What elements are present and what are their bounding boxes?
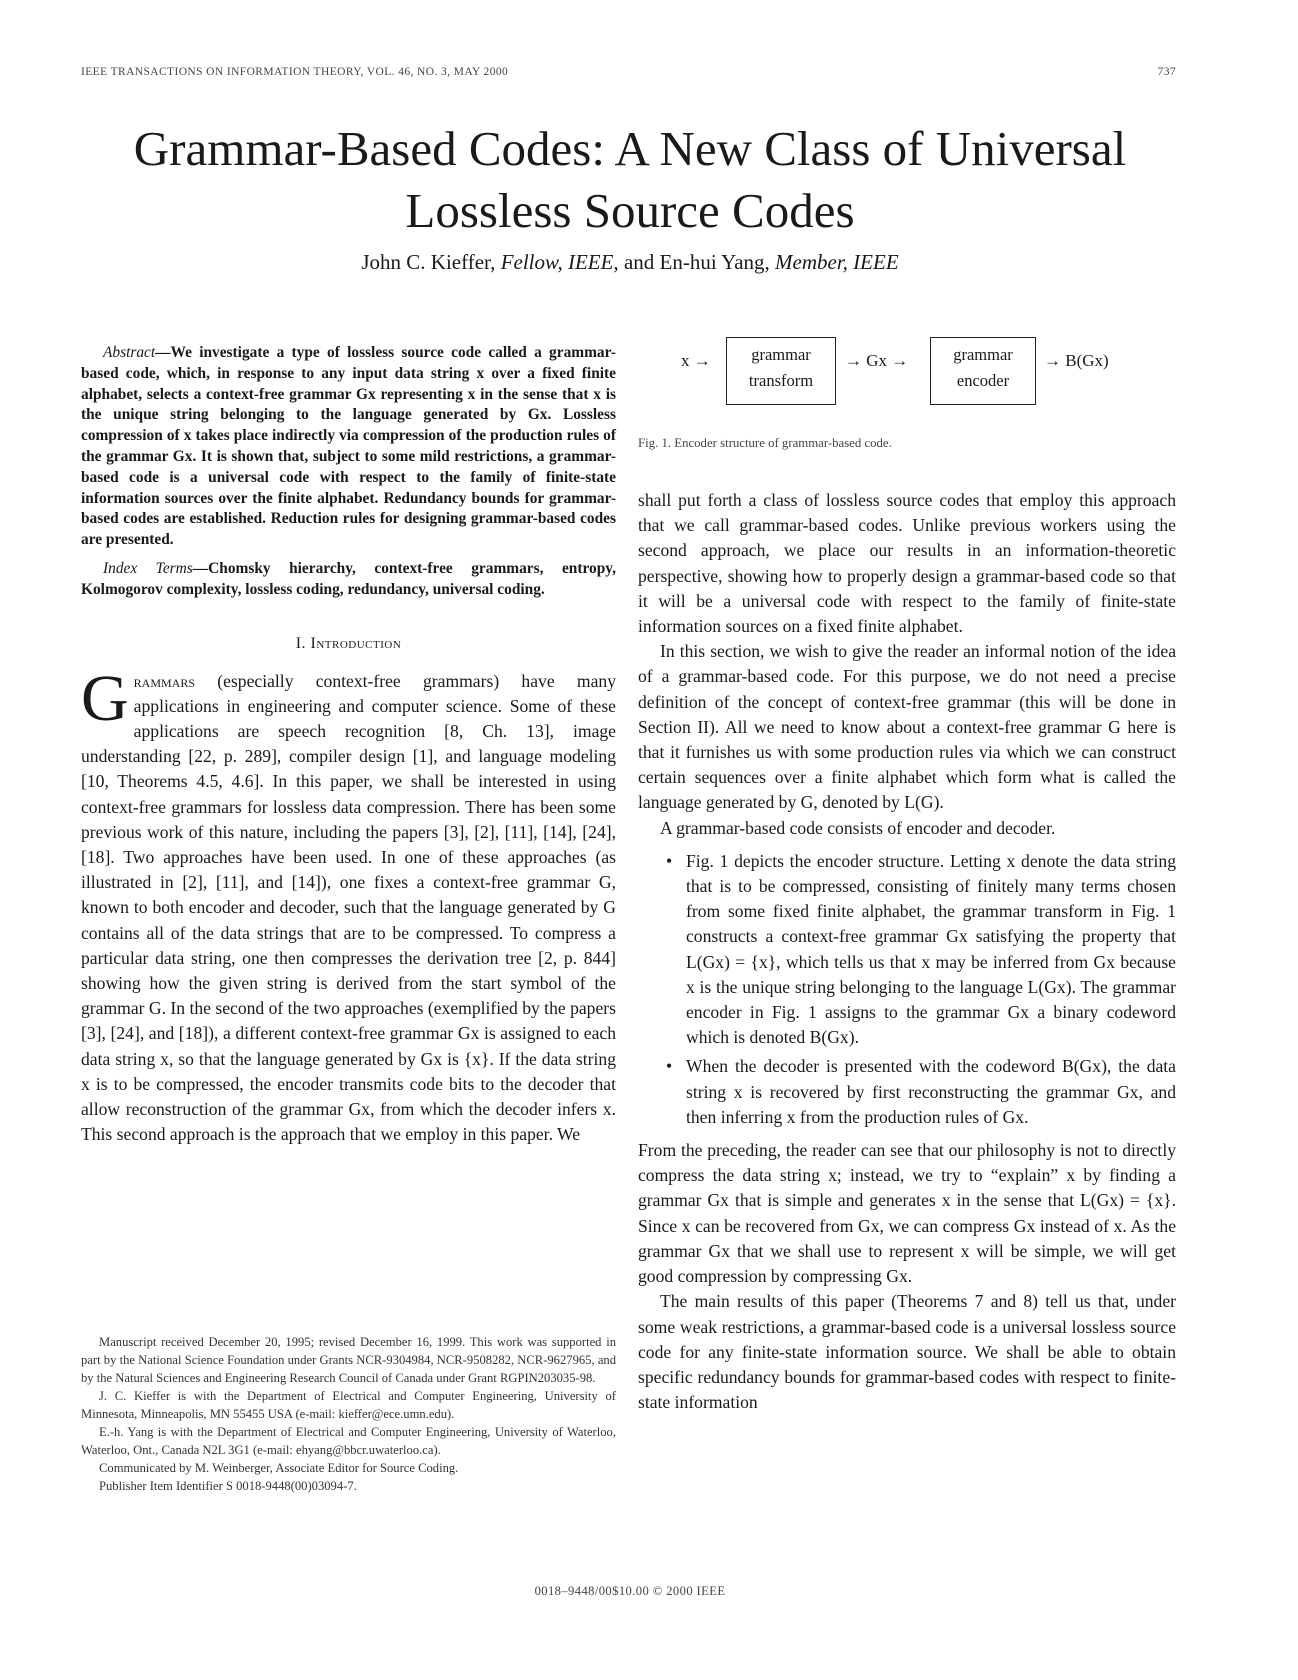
right-column <box>638 488 1176 1415</box>
running-header <box>81 66 1176 82</box>
footnotes <box>81 1333 616 1495</box>
footnote-yang: E.-h. Yang is with the Department of Electrical and Computer Engineering, University of Waterloo, Waterloo, Ont., Canada N2L 3G1 (e-mail: ehyang@bbcr.uwaterloo.ca). <box>81 1425 616 1457</box>
section-numeral: I. <box>295 634 307 652</box>
intro-text: (especially context-free grammars) have many applications in engineering and computer science. Some of these applications are speech recognition [8, Ch. 13], image understanding [22, p. 289], compiler design [1], and language modeling [10, Theorems 4.5, 4.6]. In this paper, we shall be interested in using context-free grammars for lossless data compression. There has been some previous work of this nature, including the papers [3], [2], [11], [14], [24],[18]. Two approaches have been used. In one of these approaches (as illustrated in [2], [11], and [14]), one fixes a context-free grammar G, known to both encoder and decoder, such that the language generated by G contains all of the data strings that are to be compressed. To compress a particular data string, one then compresses the derivation tree [2, p. 844] showing how the given string is derived from the start symbol of the grammar G. In the second of the two approaches (exemplified by the papers [3], [24], and [18]), a different context-free grammar Gx is assigned to each data string x, so that the language generated by Gx is {x}. If the data string x is to be compressed, the encoder transmits code bits to the decoder that allow reconstruction of the grammar Gx, from which the decoder infers x. This second approach is the approach that we employ in this paper. We <box>81 670 616 1145</box>
title-line-2: Lossless Source Codes <box>405 183 855 238</box>
right-paragraph-1: shall put forth a class of lossless source codes that employ this approach that we call grammar-based codes. Unlike previous workers using the second approach, we place our results in an information-theoretic perspective, showing how to properly design a grammar-based code so that it will be a universal code with respect to the family of finite-state information sources on a fixed finite alphabet. <box>638 490 1176 637</box>
abstract-label: Abstract <box>103 344 156 361</box>
box1-line1: grammar <box>751 345 811 364</box>
author-1-role: Fellow, IEEE, <box>500 250 619 274</box>
author-2-role: Member, IEEE <box>775 250 899 274</box>
author-1-name: John C. Kieffer, <box>361 250 496 274</box>
paper-title <box>0 118 1260 242</box>
box2-line2: encoder <box>956 371 1010 390</box>
figure-mid-arrow: → Gx → <box>845 351 909 370</box>
box2-line1: grammar <box>953 345 1013 364</box>
footnote-kieffer: J. C. Kieffer is with the Department of Electrical and Computer Engineering, University of Minnesota, Minneapolis, MN 55455 USA (e-mail: kieffer@ece.umn.edu). <box>81 1389 616 1421</box>
abstract <box>81 343 616 551</box>
author-2-name: En-hui Yang, <box>659 250 770 274</box>
right-paragraph-4: From the preceding, the reader can see that our philosophy is not to directly compress the data string x; instead, we try to “explain” x by finding a grammar Gx that is simple and generates x in the sense that L(Gx) = {x}. Since x can be recovered from Gx, we can compress Gx instead of x. As the grammar Gx that we shall use to represent x will be simple, we will get good compression by compressing Gx. <box>638 1140 1176 1287</box>
figure-input-arrow: x → <box>681 351 711 370</box>
encoder-figure <box>670 337 1190 413</box>
copyright-footer: 0018–9448/00$10.00 © 2000 IEEE <box>534 1584 726 1598</box>
grammar-transform-box <box>726 337 836 405</box>
figure-caption: Fig. 1. Encoder structure of grammar-based code. <box>638 436 892 450</box>
author-conjunction: and <box>623 250 655 274</box>
index-terms-text: —Chomsky hierarchy, context-free grammars, entropy, Kolmogorov complexity, lossless coding, redundancy, universal coding. <box>81 559 616 598</box>
intro-lead-word: rammars <box>133 670 196 691</box>
index-terms-label: Index Terms <box>103 559 193 577</box>
page-number: 737 <box>1157 66 1176 78</box>
introduction-body <box>81 661 616 1148</box>
figure-output-arrow: → B(Gx) <box>1044 351 1109 370</box>
abstract-text: —We investigate a type of lossless source code called a grammar-based code, which, in response to any input data string x over a fixed finite alphabet, selects a context-free grammar Gx representing x in the sense that x is the unique string belonging to the language generated by Gx. Lossless compression of x takes place indirectly via compression of the production rules of the grammar Gx. It is shown that, subject to some mild restrictions, a grammar-based code is a universal code with respect to the family of finite-state information sources over the finite alphabet. Redundancy bounds for grammar-based codes are established. Reduction rules for designing grammar-based codes are presented. <box>81 344 616 549</box>
list-item-decoder: • When the decoder is presented with the codeword B(Gx), the data string x is recovered by first reconstructing the grammar Gx, and then inferring x from the production rules of Gx. <box>686 1054 1176 1130</box>
drop-cap: G <box>81 661 129 735</box>
footnote-manuscript: Manuscript received December 20, 1995; revised December 16, 1999. This work was supported in part by the National Science Foundation under Grants NCR-9304984, NCR-9508282, NCR-9627965, and by the Natural Sciences and Engineering Research Council of Canada under Grant RGPIN203035-98. <box>81 1335 616 1385</box>
intro-paragraph <box>81 661 616 1148</box>
right-paragraph-3: A grammar-based code consists of encoder and decoder. <box>660 817 1056 838</box>
author-line <box>0 250 1260 275</box>
index-terms <box>81 559 616 601</box>
title-line-1: Grammar-Based Codes: A New Class of Universal <box>133 121 1127 176</box>
right-paragraph-2: In this section, we wish to give the reader an informal notion of the idea of a grammar-based code. For this purpose, we do not need a precise definition of the concept of context-free grammar (this will be done in Section II). All we need to know about a context-free grammar G here is that it furnishes us with some production rules via which we can construct certain sequences over a finite alphabet which form what is called the language generated by G, denoted by L(G). <box>638 641 1176 813</box>
footnote-identifier: Publisher Item Identifier S 0018-9448(00)03094-7. <box>99 1479 357 1493</box>
journal-name: IEEE TRANSACTIONS ON INFORMATION THEORY, VOL. 46, NO. 3, MAY 2000 <box>81 66 509 78</box>
box1-line2: transform <box>748 371 814 390</box>
list-item-encoder: • Fig. 1 depicts the encoder structure. Letting x denote the data string that is to be compressed, consisting of finitely many terms chosen from some fixed finite alphabet, the grammar transform in Fig. 1 constructs a context-free grammar Gx satisfying the property that L(Gx) = {x}, which tells us that x may be inferred from Gx because x is the unique string belonging to the language L(Gx). The grammar encoder in Fig. 1 assigns to the grammar Gx a binary codeword which is denoted B(Gx). <box>686 849 1176 1051</box>
section-title: Introduction <box>310 634 402 652</box>
footnote-communicated: Communicated by M. Weinberger, Associate Editor for Source Coding. <box>99 1461 459 1475</box>
right-paragraph-5: The main results of this paper (Theorems 7 and 8) tell us that, under some weak restrictions, a grammar-based code is a universal lossless source code for any finite-state information source. We shall be able to obtain specific redundancy bounds for grammar-based codes with respect to finite-state information <box>638 1291 1176 1413</box>
grammar-encoder-box <box>930 337 1036 405</box>
encoder-decoder-list <box>638 849 1176 1130</box>
left-column <box>81 343 616 1147</box>
section-heading <box>81 635 616 653</box>
